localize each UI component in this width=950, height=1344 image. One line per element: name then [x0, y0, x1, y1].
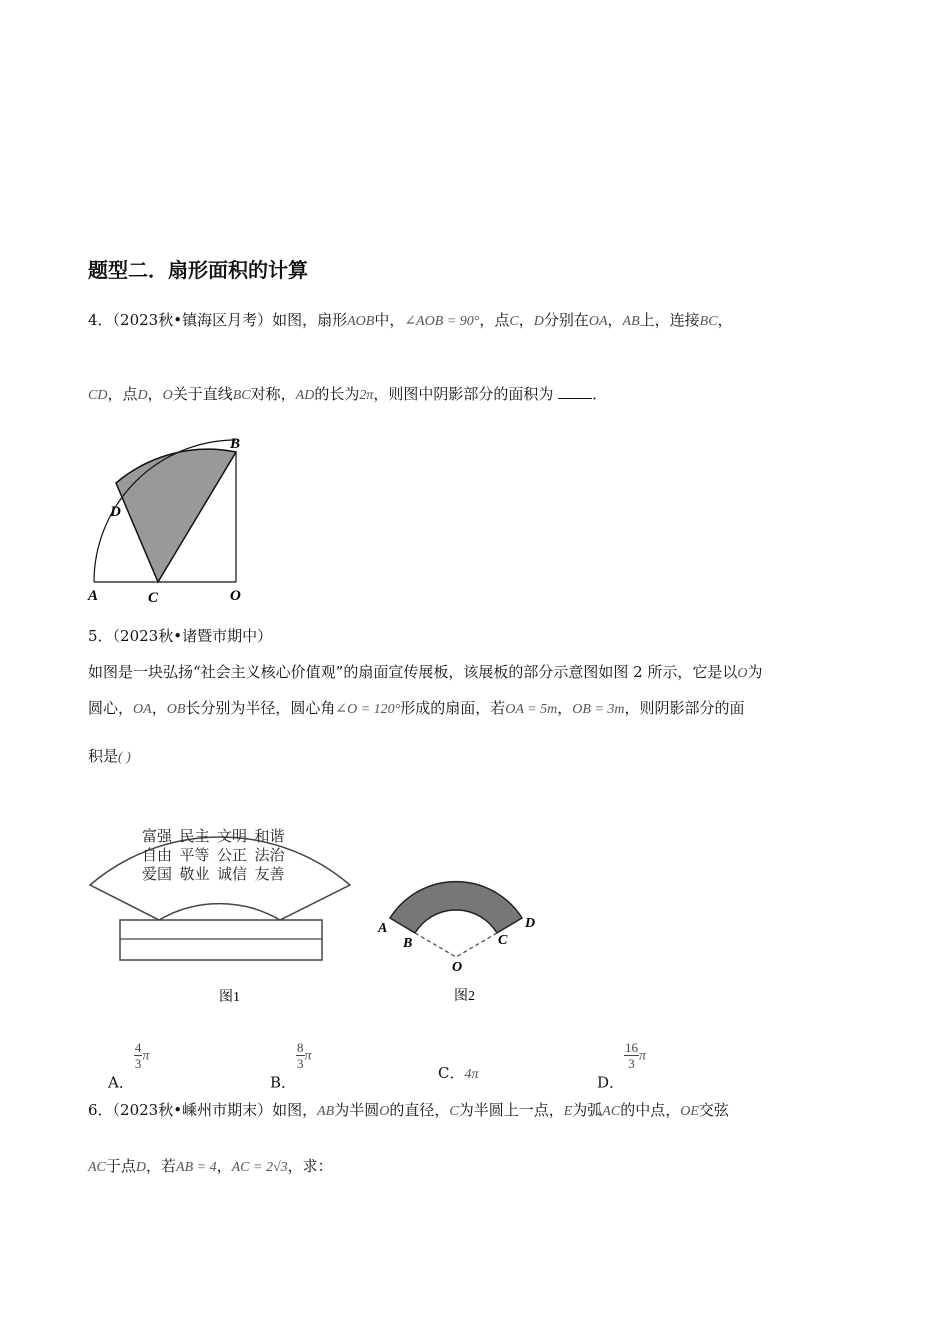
math-c: C — [449, 1104, 459, 1119]
fan-row-1: 富强 民主 文明 和谐 — [142, 829, 285, 845]
q5-line2 — [88, 698, 745, 720]
label-b: B — [230, 436, 241, 452]
answer-paren: ( ) — [118, 750, 131, 765]
q4-line1 — [88, 310, 733, 332]
text: ， — [557, 699, 573, 717]
text: ，点 — [479, 311, 510, 329]
text: ，求： — [287, 1157, 333, 1175]
math-oa: OA — [588, 314, 608, 329]
text: 交弦 — [698, 1101, 729, 1119]
math-arc-ad: AD — [295, 388, 315, 403]
text: ， — [717, 311, 733, 329]
option-label: B． — [270, 1073, 297, 1092]
text: ， — [607, 311, 623, 329]
text: 如图，扇形 — [272, 311, 348, 329]
math-d: D — [137, 388, 148, 403]
q5-figure1 — [80, 790, 370, 1020]
text: 分别在 — [543, 311, 589, 329]
fig2-caption: 图2 — [454, 989, 475, 1004]
numerator: 8 — [297, 1040, 304, 1055]
q4-number: 4． — [88, 311, 113, 329]
math-ac-value: AC = 2√3 — [231, 1160, 288, 1175]
text: ，点 — [107, 385, 138, 403]
math-e: E — [563, 1104, 573, 1119]
math-cd: CD — [88, 388, 108, 403]
label-c: C — [148, 590, 159, 606]
text: 如图是一块弘扬“社会主义核心价值观”的扇面宣传展板，该展板的部分示意图如图 2 所示，它是以 — [88, 663, 738, 681]
label-a: A — [378, 921, 388, 936]
math-oa-value: OA = 5m — [505, 702, 558, 717]
q6-line1 — [88, 1100, 729, 1122]
shaded-ring — [390, 882, 522, 933]
text: ． — [592, 385, 608, 403]
text: 圆心， — [88, 699, 134, 717]
math-bc: BC — [699, 314, 718, 329]
math-ob-value: OB = 3m — [572, 702, 625, 717]
text: 长分别为半径，圆心角 — [185, 699, 336, 717]
option-c[interactable] — [438, 1062, 479, 1083]
pi: π — [304, 1048, 312, 1064]
text: 于点 — [105, 1157, 136, 1175]
label-c: C — [498, 933, 508, 948]
math-aob: AOB — [347, 314, 375, 329]
label-a: A — [88, 588, 99, 604]
dashed-oc — [456, 933, 497, 957]
fig1-caption: 图1 — [219, 990, 240, 1005]
option-d[interactable] — [597, 1040, 646, 1093]
math-c: C — [509, 314, 519, 329]
text: 为半圆上一点， — [458, 1101, 564, 1119]
math-oa: OA — [133, 702, 152, 717]
option-label: C． — [438, 1064, 465, 1082]
text: ， — [518, 311, 534, 329]
q5-number: 5． — [88, 627, 113, 645]
q5-header — [88, 626, 272, 646]
label-o: O — [452, 960, 463, 975]
fraction — [296, 1040, 305, 1071]
text: 积是 — [88, 747, 119, 765]
q4-figure — [80, 430, 260, 610]
fan-row-2: 自由 平等 公正 法治 — [142, 848, 285, 864]
q5-line3 — [88, 746, 131, 768]
text: ，则图中阴影部分的面积为 — [373, 385, 554, 403]
math-angle: ∠AOB = 90° — [404, 314, 480, 329]
q6-number: 6． — [88, 1101, 113, 1119]
denominator: 3 — [297, 1056, 304, 1071]
option-label: A． — [108, 1073, 134, 1092]
q5-source: （2023秋•诸暨市期中） — [112, 627, 273, 645]
math-length: 2π — [359, 388, 374, 403]
text: 的中点， — [620, 1101, 681, 1119]
q6-source: （2023秋•嵊州市期末） — [112, 1101, 273, 1119]
text: 为 — [747, 663, 763, 681]
answer-blank — [558, 384, 592, 399]
fan-row-3: 爱国 敬业 诚信 友善 — [142, 867, 285, 883]
math-ac: AC — [602, 1104, 621, 1119]
math-o: O — [379, 1104, 390, 1119]
label-o: O — [230, 588, 241, 604]
shaded-region — [116, 449, 236, 582]
label-b: B — [403, 936, 413, 951]
dashed-ob — [415, 933, 456, 957]
q4-line2 — [88, 384, 607, 406]
math-ab-value: AB = 4 — [176, 1160, 217, 1175]
fraction — [624, 1040, 639, 1071]
text: 为弧 — [572, 1101, 603, 1119]
math-bc: BC — [232, 388, 251, 403]
denominator: 3 — [134, 1056, 142, 1071]
math-o: O — [162, 388, 173, 403]
text: ， — [151, 699, 167, 717]
math-arc-ab: AB — [622, 314, 640, 329]
text: ，若 — [146, 1157, 177, 1175]
option-a[interactable] — [108, 1040, 149, 1093]
option-b[interactable] — [270, 1040, 312, 1093]
numerator: 4 — [134, 1040, 142, 1055]
label-d: D — [110, 504, 121, 520]
text: 的直径， — [389, 1101, 450, 1119]
math-ab: AB — [317, 1104, 335, 1119]
q5-line1 — [88, 662, 763, 684]
pi: π — [142, 1048, 150, 1064]
q4-source: （2023秋•镇海区月考） — [112, 311, 273, 329]
numerator: 16 — [625, 1040, 639, 1055]
math-ob: OB — [166, 702, 186, 717]
math-d: D — [533, 314, 544, 329]
text: 对称， — [250, 385, 296, 403]
text: ， — [216, 1157, 232, 1175]
stand-base — [120, 920, 322, 960]
math-oe: OE — [680, 1104, 699, 1119]
math-angle: ∠O = 120° — [335, 702, 401, 717]
section-title: 题型二．扇形面积的计算 — [88, 258, 308, 282]
text: 如图， — [272, 1101, 318, 1119]
option-value: 4π — [464, 1067, 479, 1082]
text: 为半圆 — [334, 1101, 380, 1119]
math-o: O — [737, 666, 748, 681]
text: 上，连接 — [639, 311, 700, 329]
text: 关于直线 — [172, 385, 233, 403]
denominator: 3 — [628, 1056, 635, 1071]
text: ，则阴影部分的面 — [624, 699, 745, 717]
q5-figure2 — [372, 840, 552, 1020]
text: 形成的扇面，若 — [400, 699, 506, 717]
text: 的长为 — [314, 385, 360, 403]
math-ac: AC — [88, 1160, 106, 1175]
pi: π — [639, 1048, 647, 1064]
q6-line2 — [88, 1156, 333, 1178]
text: ， — [147, 385, 163, 403]
math-d: D — [135, 1160, 147, 1175]
text: 中， — [374, 311, 405, 329]
option-label: D． — [597, 1073, 625, 1092]
label-d: D — [525, 916, 536, 931]
